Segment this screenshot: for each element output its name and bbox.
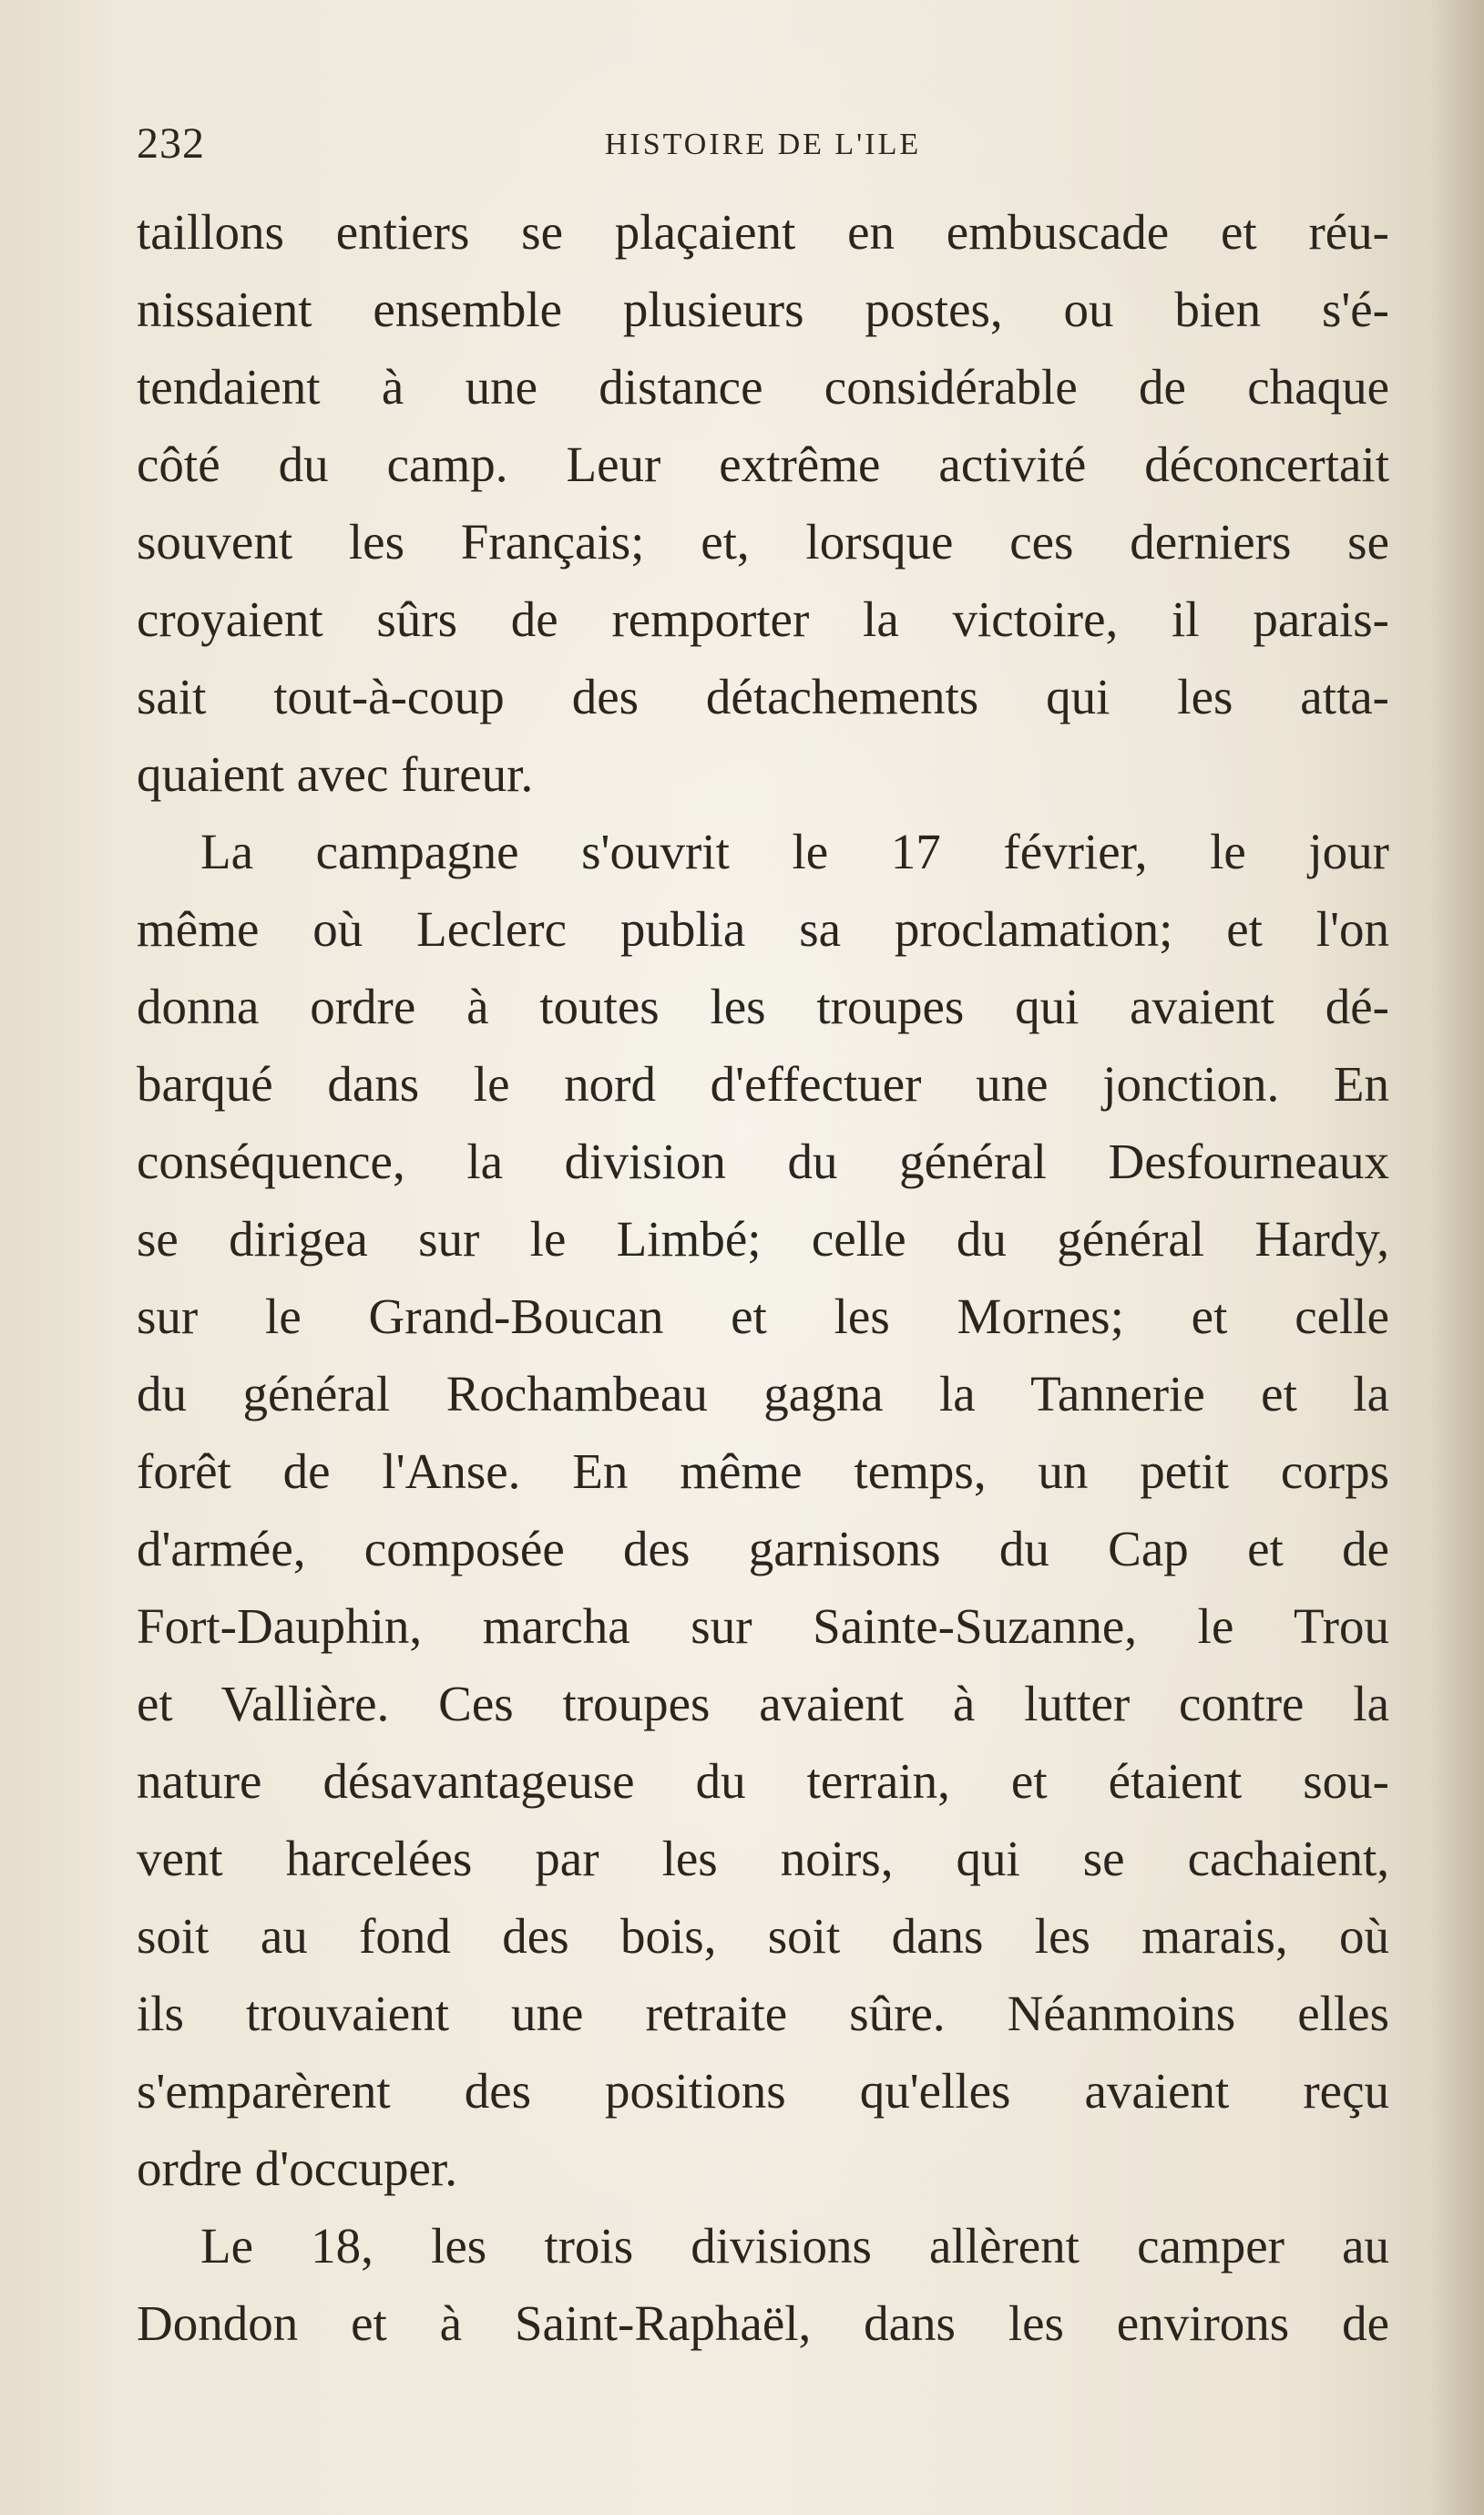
text-line: du général Rochambeau gagna la Tannerie et la (137, 1366, 1389, 1422)
text-line: nature désavantageuse du terrain, et étaient sou- (137, 1753, 1389, 1809)
text-line: sait tout-à-coup des détachements qui les atta- (137, 669, 1389, 724)
page-number: 232 (137, 119, 205, 168)
text-line: sur le Grand-Boucan et les Mornes; et celle (137, 1288, 1389, 1344)
text-line: nissaient ensemble plusieurs postes, ou bien s'é- (137, 282, 1389, 337)
text-line: ordre d'occuper. (137, 2140, 457, 2196)
paragraph-3 (137, 2207, 1389, 2362)
text-line: s'emparèrent des positions qu'elles avaient reçu (137, 2063, 1389, 2119)
text-line: croyaient sûrs de remporter la victoire, il parais- (137, 591, 1389, 647)
text-line: soit au fond des bois, soit dans les marais, où (137, 1908, 1389, 1964)
text-line: ils trouvaient une retraite sûre. Néanmoins elles (137, 1986, 1389, 2041)
text-line: barqué dans le nord d'effectuer une jonction. En (137, 1056, 1389, 1112)
text-line: se dirigea sur le Limbé; celle du général Hardy, (137, 1211, 1389, 1267)
text-line: forêt de l'Anse. En même temps, un petit corps (137, 1443, 1389, 1499)
text-line: souvent les Français; et, lorsque ces derniers se (137, 514, 1389, 570)
text-line: Dondon et à Saint-Raphaël, dans les environs de (137, 2295, 1389, 2351)
text-line: côté du camp. Leur extrême activité déconcertait (137, 436, 1389, 492)
text-line: Fort-Dauphin, marcha sur Sainte-Suzanne, le Trou (137, 1598, 1389, 1654)
text-line: donna ordre à toutes les troupes qui avaient dé- (137, 979, 1389, 1034)
body-text (137, 193, 1389, 2362)
page-header (137, 109, 1389, 173)
text-line: vent harcelées par les noirs, qui se cachaient, (137, 1831, 1389, 1886)
text-line: La campagne s'ouvrit le 17 février, le jour (200, 824, 1389, 879)
text-line: tendaient à une distance considérable de chaque (137, 359, 1389, 415)
text-line: d'armée, composée des garnisons du Cap et de (137, 1521, 1389, 1576)
text-line: taillons entiers se plaçaient en embuscade et réu- (137, 204, 1389, 260)
running-head: HISTOIRE DE L'ILE (604, 128, 922, 161)
paragraph-1 (137, 193, 1389, 813)
text-line: même où Leclerc publia sa proclamation; et l'on (137, 901, 1389, 957)
paragraph-2 (137, 813, 1389, 2207)
page-edge-shadow (1429, 0, 1484, 2515)
text-line: quaient avec fureur. (137, 746, 534, 802)
text-line: conséquence, la division du général Desfourneaux (137, 1134, 1389, 1189)
text-line: et Vallière. Ces troupes avaient à lutter contre la (137, 1676, 1389, 1731)
text-line: Le 18, les trois divisions allèrent camper au (200, 2218, 1389, 2274)
